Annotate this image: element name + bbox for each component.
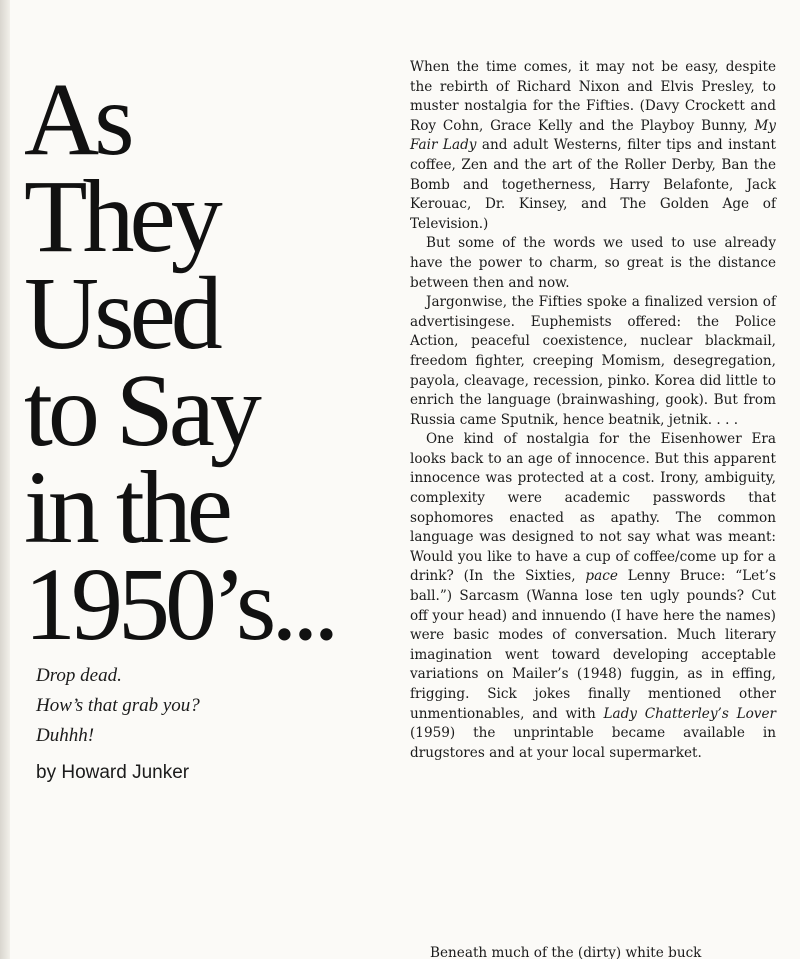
- headline-line: to Say: [24, 353, 257, 469]
- italic-title-text: pace: [585, 568, 618, 585]
- article-headline: [24, 62, 384, 663]
- page-edge-shadow: [0, 0, 10, 959]
- headline-line: 1950’s...: [24, 547, 335, 663]
- subtitle-line: Duhhh!: [36, 725, 95, 746]
- body-text-run: Jargonwise, the Fifties spoke a finalized version of advertisingese. Euphemists offered: the Police Action, peaceful coexistence, nuclear blackmail, freedom fighter, creeping Momism, desegregation, payola, cleavage, recession, pinko. Korea did little to enrich the language (brainwashing, gook). But from Russia came Sputnik, hence beatnik, jetnik. . . .: [410, 294, 776, 428]
- body-text-run: When the time comes, it may not be easy, despite the rebirth of Richard Nixon and Elvis Presley, to muster nostalgia for the Fifties. (Davy Crockett and Roy Cohn, Grace Kelly and the Playboy Bunny,: [410, 59, 776, 134]
- headline-line: in the: [24, 450, 228, 566]
- body-text-run: and adult Westerns, filter tips and instant coffee, Zen and the art of the Roller Derby, Ban the Bomb and togetherness, Harry Belafonte, Jack Kerouac, Dr. Kinsey, and The Golden Age of Television.): [410, 137, 776, 232]
- body-text-run: (1959) the unprintable became available in drugstores and at your local supermarket.: [410, 725, 776, 761]
- headline-line: Used: [24, 256, 218, 372]
- body-paragraph: [410, 293, 776, 430]
- byline: by Howard Junker: [36, 762, 190, 783]
- article-body: [410, 58, 776, 763]
- article-subtitle: [36, 661, 366, 751]
- body-text-run: But some of the words we used to use already have the power to charm, so great is the distance between then and now.: [410, 235, 776, 291]
- cutoff-text-line: Beneath much of the (dirty) white buck: [430, 945, 702, 959]
- body-text-run: One kind of nostalgia for the Eisenhower Era looks back to an age of innocence. But this apparent innocence was protected at a cost. Irony, ambiguity, complexity were academic passwords that sophomores enacted as apathy. The common language was designed to not say what was meant: Would you like to have a cup of coffee/come up for a drink? (In the Sixties,: [410, 431, 776, 585]
- italic-title-text: My Fair Lady: [410, 117, 776, 154]
- body-paragraph: [410, 58, 776, 234]
- headline-line: They: [24, 159, 218, 275]
- subtitle-line: Drop dead.: [36, 665, 122, 686]
- body-text-run: Lenny Bruce: “Let’s ball.”) Sarcasm (Wanna lose ten ugly pounds? Cut off your head) and innuendo (I have here the names) were basic modes of conversation. Much literary imagination went toward developing acceptable variations on Mailer’s (1948) fuggin, as in effing, frigging. Sick jokes finally mentioned other unmentionables, and with: [410, 568, 776, 722]
- headline-line: As: [24, 62, 130, 178]
- italic-title-text: Lady Chatterley’s Lover: [603, 705, 777, 722]
- body-paragraph: [410, 430, 776, 763]
- body-paragraph: [410, 234, 776, 293]
- subtitle-line: How’s that grab you?: [36, 695, 200, 716]
